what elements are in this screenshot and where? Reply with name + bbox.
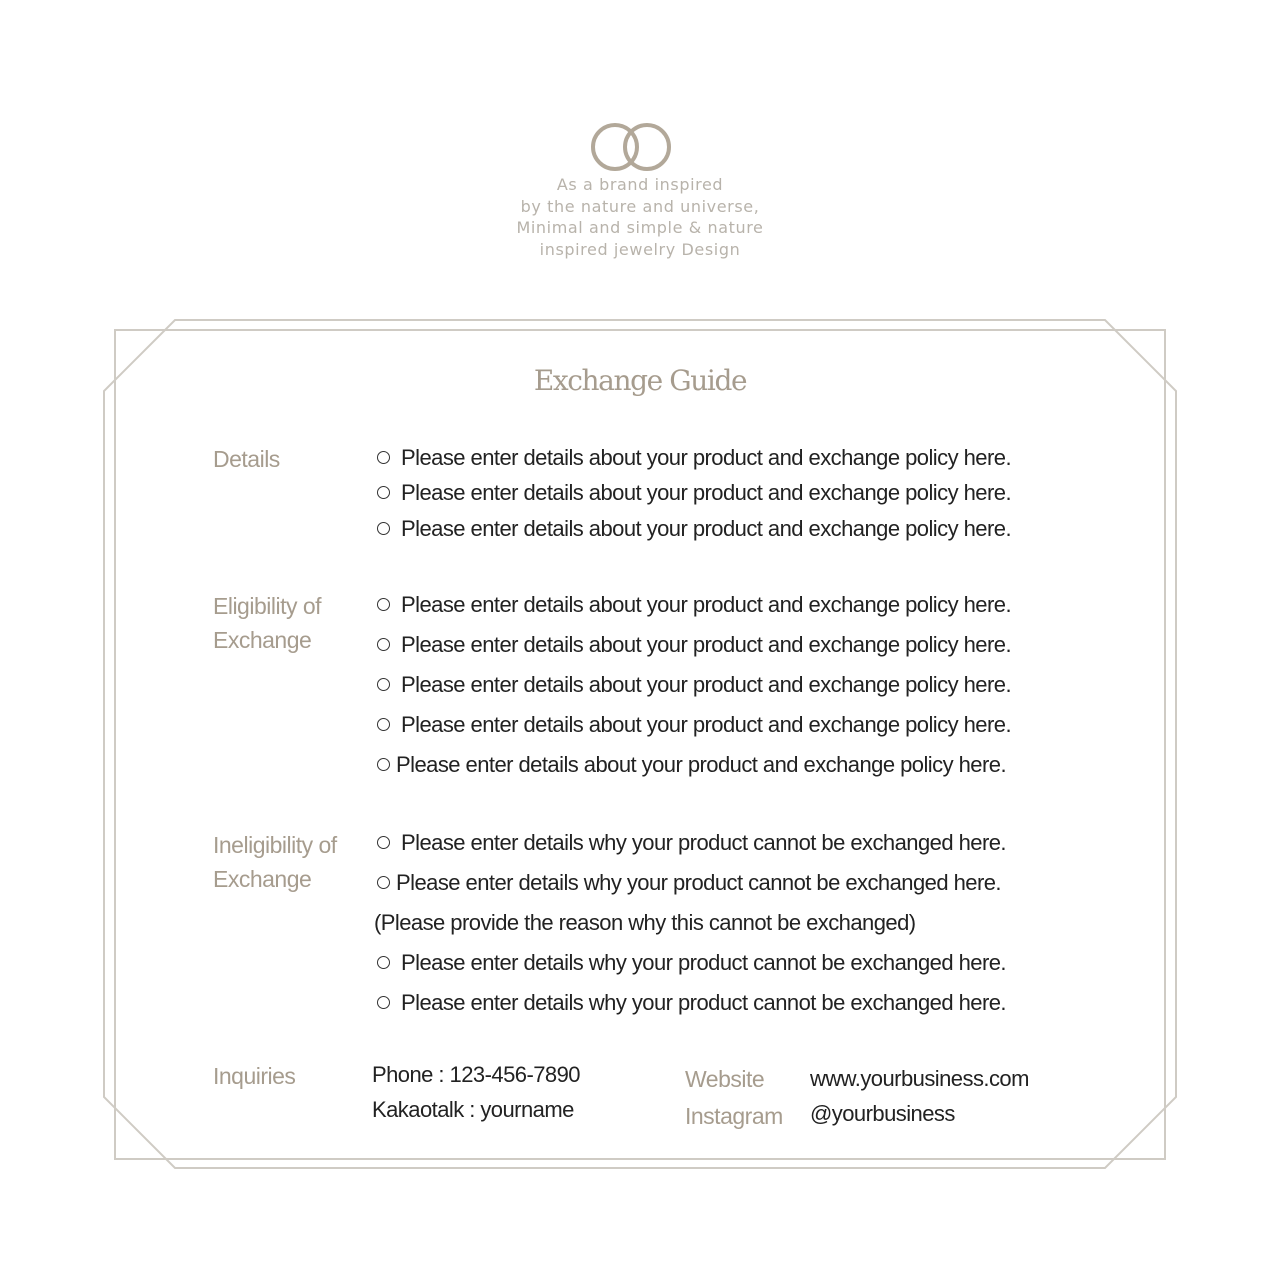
list-item [374,752,1006,778]
item-text: Please enter details about your product and exchange policy here. [396,752,1007,777]
circle-bullet-icon [377,836,390,849]
item-text: Please enter details about your product and exchange policy here. [401,632,1012,657]
list-item [374,632,1011,658]
list-item [374,592,1011,618]
item-text: Please enter details why your product cannot be exchanged here. [396,870,1001,895]
section-label-details: Details [213,446,280,472]
website-link[interactable]: www.yourbusiness.com [810,1066,1029,1091]
label-line: Exchange [213,866,312,892]
item-text: Please enter details about your product and exchange policy here. [401,712,1012,737]
item-text: Please enter details about your product and exchange policy here. [401,445,1012,470]
list-item [374,672,1011,698]
circle-bullet-icon [377,956,390,969]
item-text: Please enter details about your product and exchange policy here. [401,516,1012,541]
instagram-link[interactable]: @yourbusiness [810,1101,955,1126]
list-item [374,712,1011,738]
item-text: Please enter details about your product and exchange policy here. [401,672,1012,697]
circle-bullet-icon [377,598,390,611]
list-item [374,830,1006,856]
section-label-ineligibility [213,828,337,896]
item-text: Please enter details about your product and exchange policy here. [401,480,1012,505]
circle-bullet-icon [377,876,390,889]
item-text: Please enter details about your product and exchange policy here. [401,592,1012,617]
circle-bullet-icon [377,522,390,535]
section-label-inquiries: Inquiries [213,1063,296,1089]
list-item [374,445,1011,471]
kakaotalk-text: Kakaotalk : yourname [372,1097,574,1122]
tagline-line: As a brand inspired [556,175,724,194]
list-item [374,516,1011,542]
list-item [374,950,1006,976]
list-item [374,870,1001,896]
circle-bullet-icon [377,678,390,691]
section-label-eligibility [213,589,321,657]
label-line: Ineligibility of [213,832,337,858]
circle-bullet-icon [377,758,390,771]
item-text: Please enter details why your product cannot be exchanged here. [401,990,1006,1015]
website-label: Website [685,1066,765,1092]
brand-logo [590,118,672,176]
brand-tagline [440,174,840,261]
tagline-line: by the nature and universe, [520,196,760,216]
instagram-label: Instagram [685,1103,783,1129]
phone-text: Phone : 123-456-7890 [372,1062,580,1087]
circle-bullet-icon [377,638,390,651]
circle-bullet-icon [377,486,390,499]
item-text: Please enter details why your product cannot be exchanged here. [401,830,1006,855]
interlocking-rings-icon [590,118,672,176]
page-title: Exchange Guide [533,364,747,397]
circle-bullet-icon [377,996,390,1009]
tagline-line: inspired jewelry Design [539,240,741,260]
item-text: Please enter details why your product cannot be exchanged here. [401,950,1006,975]
note-text: (Please provide the reason why this cannot be exchanged) [374,910,916,935]
circle-bullet-icon [377,451,390,464]
label-line: Exchange [213,627,312,653]
list-item [374,480,1011,506]
label-line: Eligibility of [213,593,322,619]
circle-bullet-icon [377,718,390,731]
list-item [374,990,1006,1016]
tagline-line: Minimal and simple & nature [516,218,764,238]
